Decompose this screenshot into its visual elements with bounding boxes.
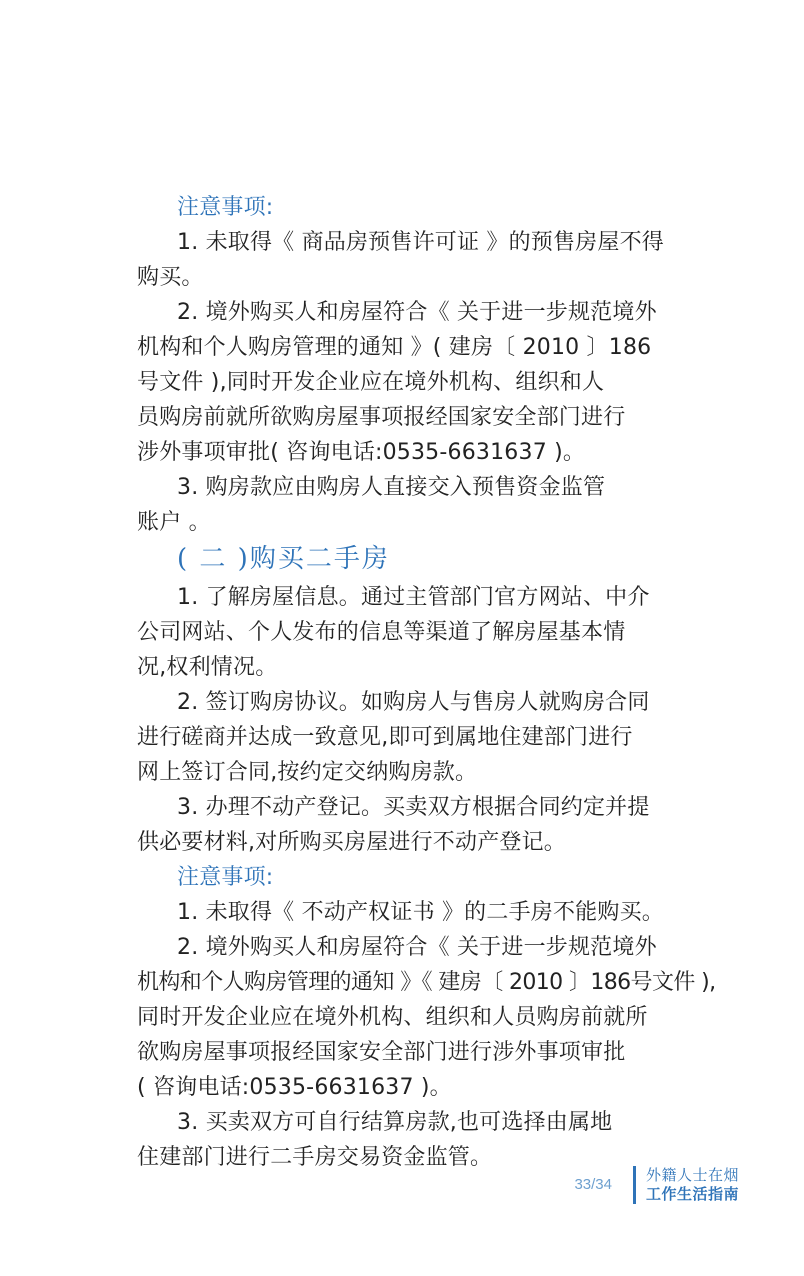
paragraph-line: 欲购房屋事项报经国家安全部门进行涉外事项审批 [137, 1040, 626, 1065]
paragraph-line: 进行磋商并达成一致意见,即可到属地住建部门进行 [137, 725, 633, 750]
paragraph-line: 住建部门进行二手房交易资金监管。 [137, 1145, 493, 1170]
paragraph-line: 3. 购房款应由购房人直接交入预售资金监管 [177, 475, 606, 500]
paragraph-line: 2. 签订购房协议。如购房人与售房人就购房合同 [177, 690, 650, 715]
paragraph-line: 况,权利情况。 [137, 655, 278, 680]
paragraph-line: 号文件 ),同时开发企业应在境外机构、组织和人 [137, 370, 605, 395]
paragraph-line: 公司网站、个人发布的信息等渠道了解房屋基本情 [137, 620, 626, 645]
paragraph-line: 1. 未取得《 不动产权证书 》的二手房不能购买。 [177, 900, 664, 925]
paragraph-line: 同时开发企业应在境外机构、组织和人员购房前就所 [137, 1005, 648, 1030]
paragraph-line: 网上签订合同,按约定交纳购房款。 [137, 760, 478, 785]
paragraph-line: 3. 买卖双方可自行结算房款,也可选择由属地 [177, 1110, 613, 1135]
paragraph-line: 2. 境外购买人和房屋符合《 关于进一步规范境外 [177, 300, 657, 325]
footer-divider [633, 1166, 636, 1204]
paragraph-line: ( 咨询电话:0535-6631637 )。 [137, 1075, 452, 1100]
paragraph-line: 购买。 [137, 265, 204, 290]
paragraph-line: 2. 境外购买人和房屋符合《 关于进一步规范境外 [177, 935, 657, 960]
paragraph-line: 员购房前就所欲购房屋事项报经国家安全部门进行 [137, 405, 626, 430]
guide-title-line1: 外籍人士在烟 [646, 1166, 740, 1184]
notes-heading: 注意事项: [177, 865, 274, 890]
guide-title-line2: 工作生活指南 [646, 1185, 740, 1203]
paragraph-line: 1. 了解房屋信息。通过主管部门官方网站、中介 [177, 585, 650, 610]
paragraph-line: 机构和个人购房管理的通知 》《 建房〔 2010 〕186号文件 ), [137, 970, 716, 995]
paragraph-line: 账户 。 [137, 510, 211, 535]
paragraph-line: 涉外事项审批( 咨询电话:0535-6631637 )。 [137, 440, 586, 465]
page-footer [0, 1166, 804, 1206]
paragraph-line: 机构和个人购房管理的通知 》( 建房〔 2010 〕186 [137, 335, 652, 360]
paragraph-line: 3. 办理不动产登记。买卖双方根据合同约定并提 [177, 795, 650, 820]
paragraph-line: 供必要材料,对所购买房屋进行不动产登记。 [137, 830, 566, 855]
section-heading: ( 二 )购买二手房 [177, 544, 390, 574]
notes-heading: 注意事项: [177, 195, 274, 220]
paragraph-line: 1. 未取得《 商品房预售许可证 》的预售房屋不得 [177, 230, 664, 255]
page-content [137, 190, 716, 1175]
page-number: 33/34 [574, 1176, 612, 1193]
